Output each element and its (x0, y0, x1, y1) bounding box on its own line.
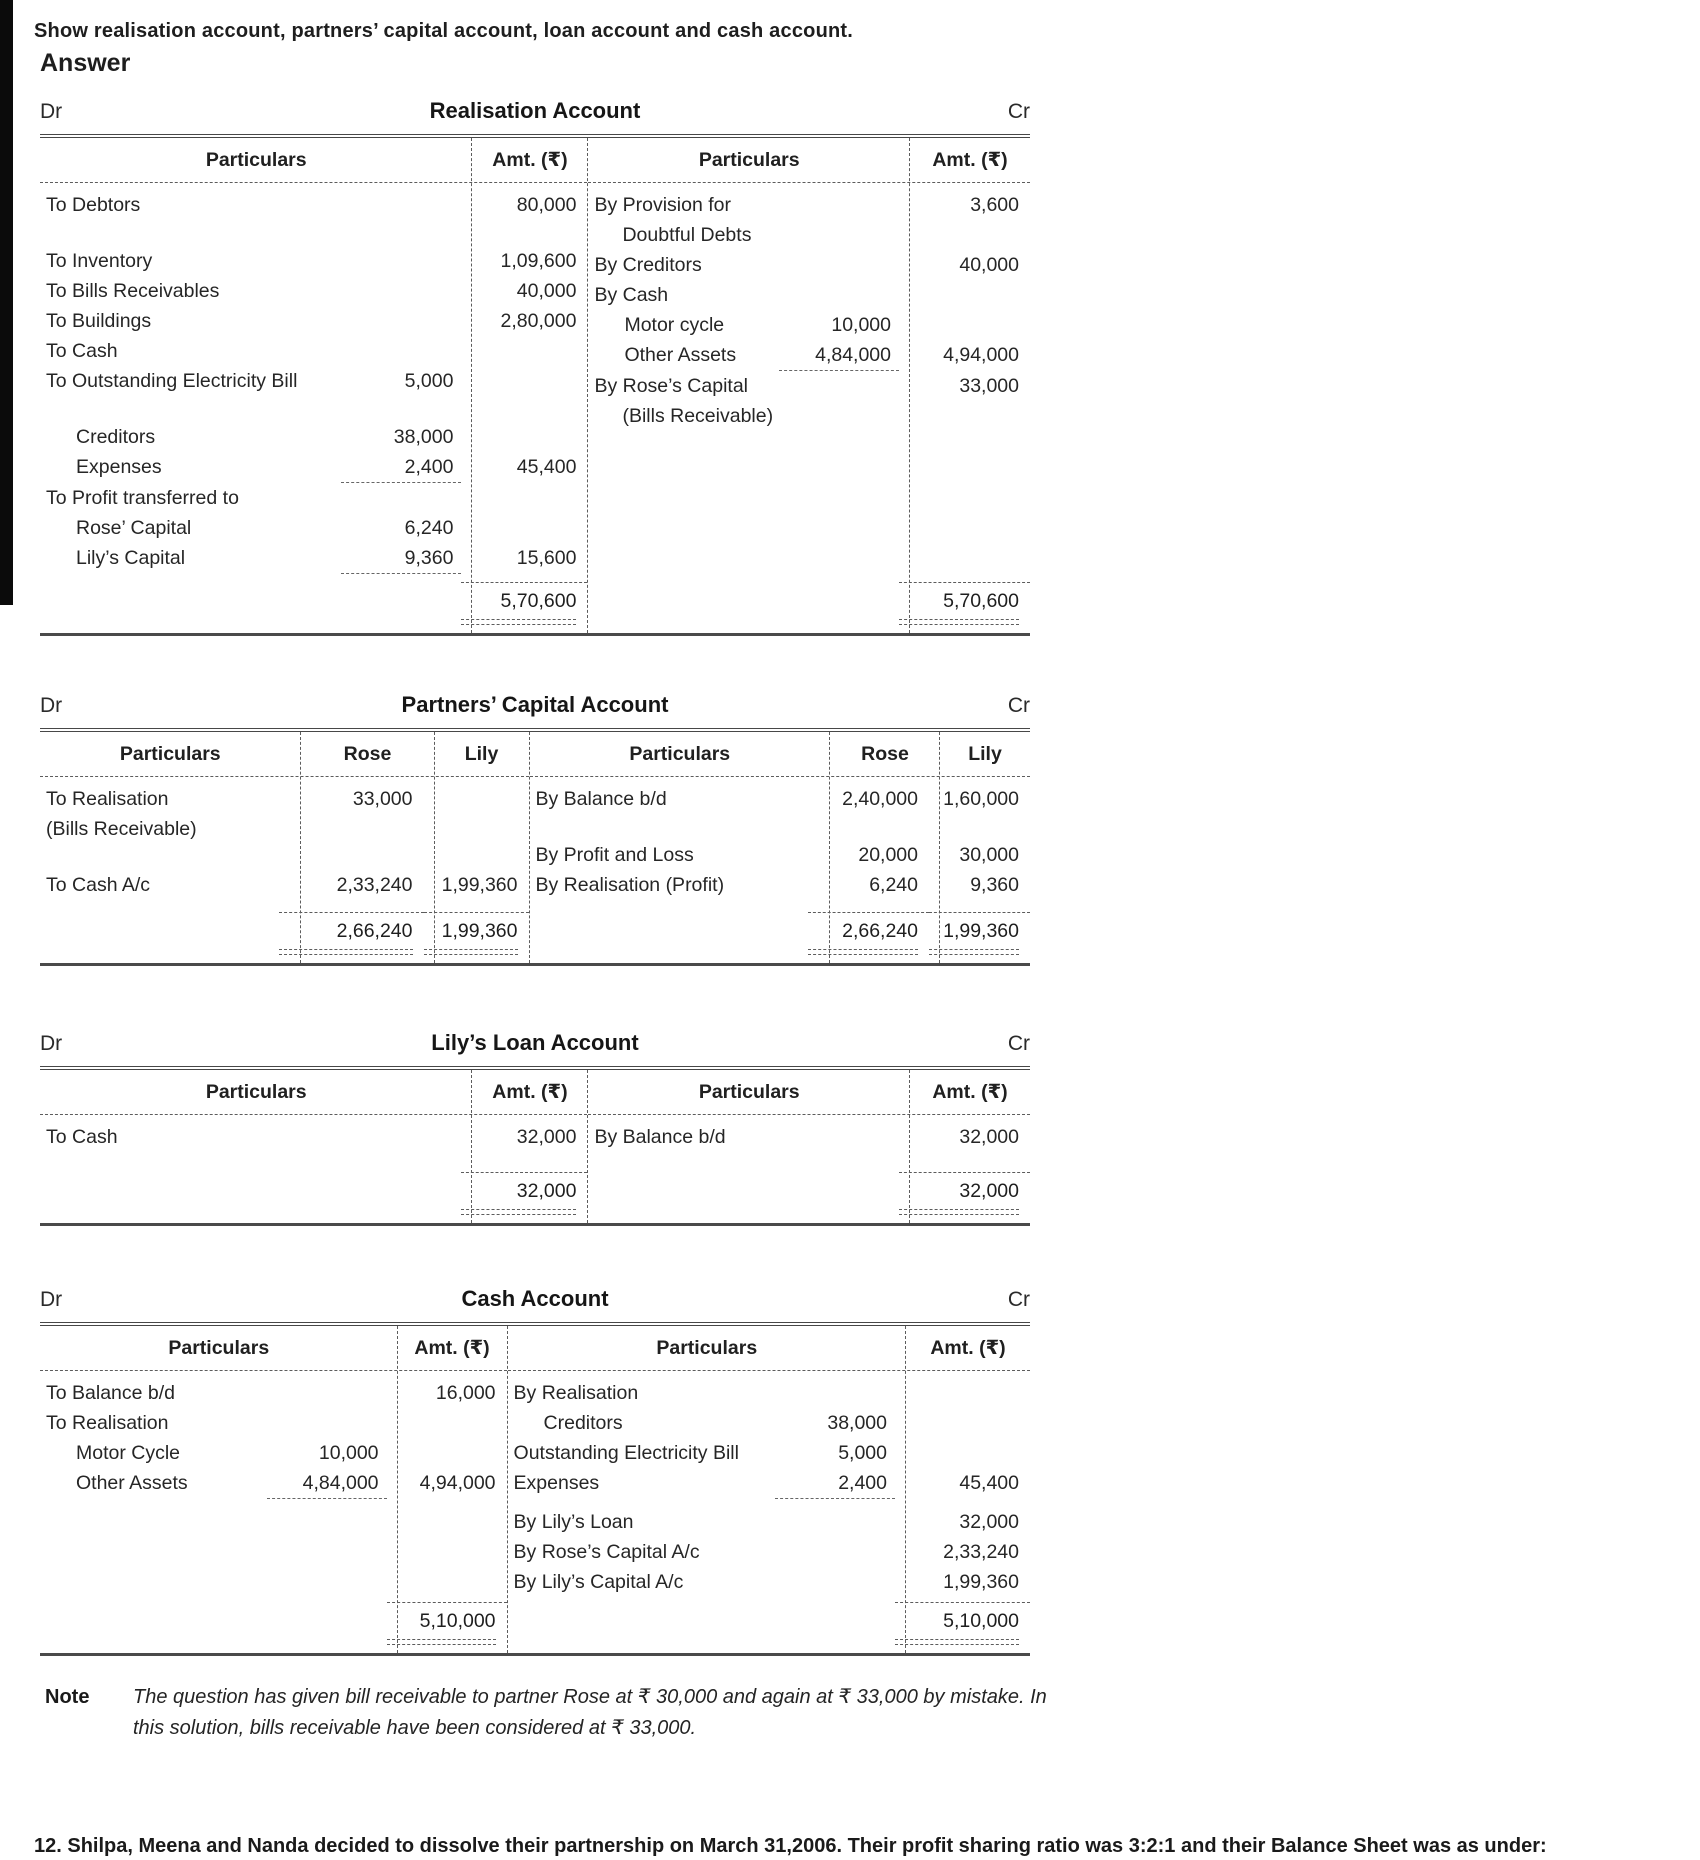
column-header-row (40, 732, 529, 777)
row-inner-amount: 38,000 (393, 426, 454, 448)
row-amount: 45,400 (959, 1472, 1019, 1494)
account-right-side (588, 138, 1030, 633)
row-amount-col1: 2,33,240 (336, 874, 413, 896)
column-header-row (40, 1070, 587, 1115)
account-total-row (40, 912, 529, 955)
cr-label: Cr (1007, 694, 1030, 717)
total-closing-rule (808, 949, 918, 955)
row-amount: 3,600 (970, 194, 1019, 216)
total-col2 (929, 912, 1030, 955)
row-inner-amount: 9,360 (341, 543, 461, 574)
row-amount: 4,94,000 (943, 344, 1019, 366)
row-label: Lily’s Capital (76, 547, 186, 569)
account-row (530, 784, 1031, 814)
account-rows (40, 1371, 507, 1602)
amount-header: Amt. (₹) (932, 1081, 1008, 1103)
dr-label: Dr (40, 100, 63, 123)
row-amount: 4,94,000 (419, 1472, 496, 1494)
account-row (508, 1537, 1030, 1567)
particulars-header: Particulars (205, 1080, 307, 1103)
account-right-side (530, 732, 1031, 963)
row-amount-col1: 6,240 (869, 874, 918, 896)
row-label: To Inventory (46, 250, 153, 272)
amount-header: Amt. (₹) (414, 1337, 490, 1359)
account-table (40, 134, 1030, 636)
account-heading (40, 1286, 1030, 1312)
account-right-side (508, 1326, 1030, 1653)
total-amount (461, 1172, 587, 1215)
total-value: 1,99,360 (943, 920, 1019, 942)
row-label: Rose’ Capital (76, 517, 192, 539)
particulars-header: Particulars (698, 1080, 800, 1103)
account-row (588, 310, 1030, 340)
row-label: Other Assets (624, 344, 737, 366)
dr-label: Dr (40, 1032, 63, 1055)
account-left-side (40, 1070, 588, 1223)
amount-header: Amt. (₹) (930, 1337, 1006, 1359)
total-row-spacer (40, 1602, 267, 1645)
row-label: To Profit transferred to (46, 487, 239, 509)
cr-label: Cr (1007, 100, 1030, 123)
account-row (40, 190, 587, 220)
row-label: Motor Cycle (76, 1442, 181, 1464)
row-label: To Realisation (46, 788, 169, 810)
account-total-row (530, 912, 1031, 955)
row-label: By Balance b/d (594, 1126, 726, 1148)
account-row (40, 543, 587, 574)
total-row-spacer (341, 582, 461, 625)
row-amount-col2: 9,360 (970, 874, 1019, 896)
row-amount: 40,000 (959, 254, 1019, 276)
account-row (588, 340, 1030, 371)
scan-edge-artifact (0, 0, 13, 605)
account-title: Partners’ Capital Account (401, 692, 669, 717)
row-inner-amount: 38,000 (827, 1412, 887, 1434)
account-row (40, 1378, 507, 1408)
account-row (40, 422, 587, 452)
account-row (508, 1567, 1030, 1597)
row-label: Other Assets (76, 1472, 188, 1494)
account-row (40, 483, 587, 513)
account-row (40, 246, 587, 276)
row-amount: 33,000 (959, 375, 1019, 397)
particulars-header: Particulars (629, 742, 731, 765)
total-closing-rule (899, 1209, 1019, 1215)
row-label: Motor cycle (624, 314, 725, 336)
row-label: To Debtors (46, 194, 141, 216)
column-divider (939, 732, 940, 963)
next-question-text: 12. Shilpa, Meena and Nanda decided to dissolve their partnership on March 31,2006. Their profit sharing ratio was 3:2:1 and their Balance Sheet was as under: (34, 1835, 1547, 1857)
row-label: By Creditors (594, 254, 702, 276)
row-amount: 1,09,600 (500, 250, 577, 272)
row-label: By Provision for Doubtful Debts (594, 194, 752, 246)
account-title: Lily’s Loan Account (431, 1030, 639, 1055)
account-row (588, 1122, 1030, 1152)
row-inner-amount: 4,84,000 (267, 1468, 387, 1499)
row-amount-col1: 33,000 (352, 788, 413, 810)
total-row-spacer (341, 1172, 461, 1215)
row-amount: 16,000 (435, 1382, 496, 1404)
account-rows (508, 1371, 1030, 1602)
amount-header: Amt. (₹) (492, 1081, 568, 1103)
row-label: To Cash (46, 340, 118, 362)
row-label: Expenses (76, 456, 162, 478)
column-divider (397, 1326, 398, 1653)
column-header-row (588, 138, 1030, 183)
row-label: To Cash A/c (46, 874, 151, 896)
dr-label: Dr (40, 694, 63, 717)
column-header-row (530, 732, 1031, 777)
account-left-side (40, 732, 530, 963)
account-partners-capital (40, 692, 1030, 966)
row-label: Creditors (543, 1412, 623, 1434)
row-inner-amount: 4,84,000 (779, 340, 899, 371)
account-row (40, 1468, 507, 1499)
row-label: By Cash (594, 284, 669, 306)
row-label: To Bills Receivables (46, 280, 220, 302)
total-row-spacer (588, 1172, 779, 1215)
particulars-header: Particulars (119, 742, 221, 765)
row-label: By Profit and Loss (535, 844, 694, 866)
row-amount-col1: 2,40,000 (842, 788, 918, 810)
particulars-header: Particulars (168, 1336, 270, 1359)
note-text: The question has given bill receivable to partner Rose at ₹ 30,000 and again at ₹ 33,000 by mistake. In this solution, bills receivable have been considered at ₹ 33,000. (133, 1686, 1047, 1739)
row-amount: 32,000 (959, 1511, 1019, 1533)
account-realisation (40, 98, 1030, 636)
column-header-row (40, 138, 587, 183)
note-label: Note (45, 1686, 90, 1708)
row-label: (Bills Receivable) (46, 818, 197, 840)
accounts-container (40, 98, 1700, 1656)
row-inner-amount: 2,400 (341, 452, 461, 483)
row-label: By Realisation (513, 1382, 639, 1404)
account-row (508, 1507, 1030, 1537)
account-rows (40, 183, 587, 582)
account-row (508, 1468, 1030, 1499)
row-amount-col1: 20,000 (858, 844, 918, 866)
total-value: 2,66,240 (336, 920, 413, 942)
row-label: By Balance b/d (535, 788, 667, 810)
account-total-row (40, 1602, 507, 1645)
account-row (588, 190, 1030, 250)
row-inner-amount: 5,000 (404, 370, 454, 392)
partner-col-header: Rose (861, 742, 909, 765)
row-amount: 2,33,240 (943, 1541, 1019, 1563)
account-row (40, 1122, 587, 1152)
account-title: Cash Account (461, 1286, 609, 1311)
partner-col-header: Lily (968, 742, 1002, 765)
account-total-row (588, 1172, 1030, 1215)
account-row (40, 784, 529, 814)
column-divider (905, 1326, 906, 1653)
account-title: Realisation Account (429, 98, 641, 123)
total-closing-rule (895, 1639, 1019, 1645)
row-label: Expenses (513, 1472, 600, 1494)
total-row-spacer (40, 1172, 341, 1215)
total-col2 (424, 912, 529, 955)
account-row (508, 1408, 1030, 1438)
total-row-spacer (779, 1172, 899, 1215)
total-value: 5,10,000 (419, 1610, 496, 1632)
account-rows (40, 1115, 587, 1172)
account-heading (40, 98, 1030, 124)
total-closing-rule (461, 619, 576, 625)
row-amount: 2,80,000 (500, 310, 577, 332)
column-divider (829, 732, 830, 963)
account-total-row (508, 1602, 1030, 1645)
total-value: 32,000 (959, 1180, 1019, 1202)
total-value: 1,99,360 (441, 920, 518, 942)
account-heading (40, 692, 1030, 718)
row-label: By Realisation (Profit) (535, 874, 725, 896)
total-value: 5,70,600 (943, 590, 1019, 612)
total-value: 2,66,240 (842, 920, 918, 942)
row-label: By Lily’s Capital A/c (513, 1571, 684, 1593)
account-rows (588, 183, 1030, 582)
account-table (40, 1322, 1030, 1656)
row-label: By Lily’s Loan (513, 1511, 634, 1533)
account-total-row (40, 1172, 587, 1215)
row-inner-amount: 6,240 (404, 517, 454, 539)
column-divider (909, 1070, 910, 1223)
cr-label: Cr (1007, 1288, 1030, 1311)
row-inner-amount: 5,000 (838, 1442, 887, 1464)
account-lilys-loan (40, 1030, 1030, 1226)
row-label: Outstanding Electricity Bill (513, 1442, 739, 1464)
account-right-side (588, 1070, 1030, 1223)
row-amount: 32,000 (516, 1126, 577, 1148)
account-left-side (40, 138, 588, 633)
column-header-row (508, 1326, 1030, 1371)
total-col1 (808, 912, 929, 955)
account-heading (40, 1030, 1030, 1056)
account-row (508, 1378, 1030, 1408)
row-amount-col2: 1,60,000 (943, 788, 1019, 810)
column-header-row (588, 1070, 1030, 1115)
row-inner-amount: 2,400 (775, 1468, 895, 1499)
amount-header: Amt. (₹) (492, 149, 568, 171)
account-table (40, 1066, 1030, 1226)
row-amount: 45,400 (516, 456, 577, 478)
column-header-row (40, 1326, 507, 1371)
account-row (40, 306, 587, 336)
total-row-spacer (779, 582, 899, 625)
particulars-header: Particulars (698, 148, 800, 171)
account-rows (588, 1115, 1030, 1172)
account-row (530, 840, 1031, 870)
account-rows (40, 777, 529, 912)
account-row (40, 336, 587, 366)
account-cash (40, 1286, 1030, 1656)
row-amount-col2: 30,000 (959, 844, 1019, 866)
account-row (40, 452, 587, 483)
total-row-spacer (588, 582, 779, 625)
row-label: To Buildings (46, 310, 152, 332)
account-row (40, 1408, 507, 1438)
account-total-row (40, 582, 587, 625)
total-amount (461, 582, 587, 625)
column-divider (909, 138, 910, 633)
total-row-spacer (40, 912, 279, 955)
account-total-row (588, 582, 1030, 625)
account-rows (530, 777, 1031, 912)
account-row (40, 1438, 507, 1468)
row-amount: 80,000 (516, 194, 577, 216)
total-closing-rule (929, 949, 1019, 955)
account-row (588, 250, 1030, 280)
row-label: Creditors (76, 426, 156, 448)
total-closing-rule (424, 949, 518, 955)
total-row-spacer (267, 1602, 387, 1645)
total-row-spacer (508, 1602, 775, 1645)
total-amount (895, 1602, 1030, 1645)
row-inner-amount: 10,000 (831, 314, 891, 336)
total-amount (899, 582, 1030, 625)
account-row (588, 280, 1030, 310)
partner-col-header: Lily (464, 742, 499, 765)
particulars-header: Particulars (205, 148, 307, 171)
row-amount-col2: 1,99,360 (441, 874, 518, 896)
row-amount: 32,000 (959, 1126, 1019, 1148)
amount-header: Amt. (₹) (932, 149, 1008, 171)
total-amount (899, 1172, 1030, 1215)
column-divider (434, 732, 435, 963)
total-value: 32,000 (516, 1180, 577, 1202)
total-value: 5,70,600 (500, 590, 577, 612)
row-label: To Realisation (46, 1412, 169, 1434)
particulars-header: Particulars (656, 1336, 758, 1359)
total-closing-rule (899, 619, 1019, 625)
column-divider (300, 732, 301, 963)
total-closing-rule (461, 1209, 576, 1215)
total-value: 5,10,000 (943, 1610, 1019, 1632)
account-row (508, 1438, 1030, 1468)
row-amount: 15,600 (516, 547, 577, 569)
row-inner-amount: 10,000 (318, 1442, 379, 1464)
account-row (40, 814, 529, 844)
account-row (40, 870, 529, 900)
total-closing-rule (387, 1639, 496, 1645)
account-row (588, 371, 1030, 431)
answer-heading: Answer (40, 49, 131, 77)
account-row (40, 366, 587, 396)
total-row-spacer (775, 1602, 895, 1645)
column-divider (471, 138, 472, 633)
partner-col-header: Rose (343, 742, 392, 765)
dr-label: Dr (40, 1288, 63, 1311)
account-row (530, 870, 1031, 900)
account-left-side (40, 1326, 508, 1653)
total-amount (387, 1602, 507, 1645)
note-section (45, 1682, 1055, 1744)
account-table (40, 728, 1030, 966)
row-label: To Balance b/d (46, 1382, 176, 1404)
account-row (40, 513, 587, 543)
column-divider (471, 1070, 472, 1223)
row-label: By Rose’s Capital (Bills Receivable) (594, 375, 774, 427)
total-row-spacer (40, 582, 341, 625)
account-row (40, 276, 587, 306)
row-amount: 40,000 (516, 280, 577, 302)
total-row-spacer (530, 912, 809, 955)
question-line: Show realisation account, partners’ capital account, loan account and cash account. (34, 20, 854, 42)
row-amount: 1,99,360 (943, 1571, 1019, 1593)
row-label: By Rose’s Capital A/c (513, 1541, 700, 1563)
cr-label: Cr (1007, 1032, 1030, 1055)
row-label: To Cash (46, 1126, 118, 1148)
row-label: To Outstanding Electricity Bill (46, 370, 298, 392)
